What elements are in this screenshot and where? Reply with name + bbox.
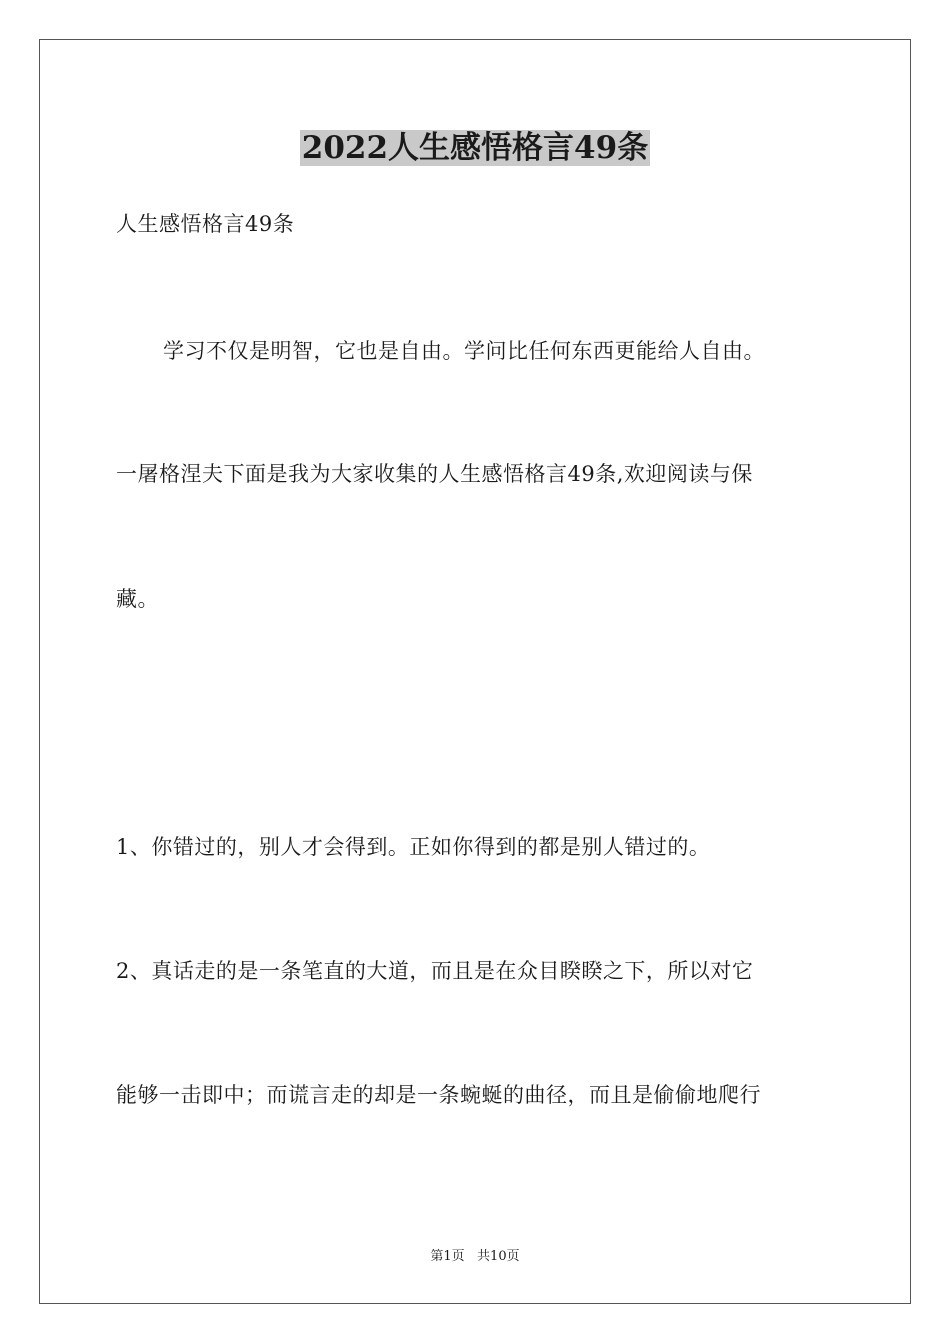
document-subtitle: 人生感悟格言49条 bbox=[116, 212, 295, 236]
document-title-text: 2022人生感悟格言49条 bbox=[301, 130, 649, 166]
paragraph-line-3: 藏。 bbox=[116, 587, 159, 611]
aphorism-1-line-1: 1、你错过的，别人才会得到。正如你得到的都是别人错过的。 bbox=[116, 835, 711, 859]
paragraph-line-2: 一屠格涅夫下面是我为大家收集的人生感悟格言49条,欢迎阅读与保 bbox=[116, 462, 753, 486]
aphorism-2-line-1: 2、真话走的是一条笔直的大道，而且是在众目睽睽之下，所以对它 bbox=[116, 959, 754, 983]
page-number-footer: 第1页 共10页 bbox=[430, 1249, 520, 1264]
aphorism-2-line-2: 能够一击即中；而谎言走的却是一条蜿蜒的曲径，而且是偷偷地爬行 bbox=[116, 1083, 761, 1107]
paragraph-line-1: 学习不仅是明智，它也是自由。学问比任何东西更能给人自由。 bbox=[163, 339, 765, 363]
document-title bbox=[0, 126, 950, 170]
